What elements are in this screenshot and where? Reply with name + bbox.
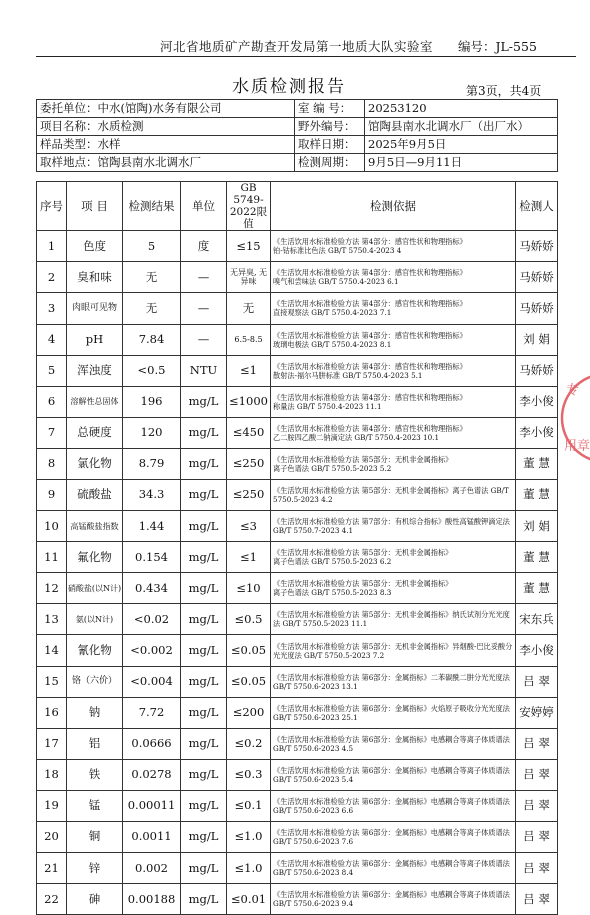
test-item: 氯化物: [67, 448, 123, 479]
table-row: [37, 759, 558, 790]
limit-value: ≤1000: [227, 386, 271, 417]
test-item: 钠: [67, 697, 123, 728]
test-result: <0.5: [123, 355, 181, 386]
limit-value: ≤250: [227, 448, 271, 479]
field-no-label: 野外编号：: [295, 118, 365, 136]
test-item: 铬（六价）: [67, 666, 123, 697]
table-row: [37, 355, 558, 386]
row-number: 15: [37, 666, 67, 697]
table-row: [37, 635, 558, 666]
unit: —: [181, 293, 227, 324]
table-row: [37, 853, 558, 884]
test-result: 196: [123, 386, 181, 417]
seal-stamp: [556, 338, 590, 498]
limit-value: 无: [227, 293, 271, 324]
column-header: GB 5749-2022限值: [227, 182, 271, 231]
table-row: [37, 666, 558, 697]
tester-name: 宋东兵: [516, 604, 558, 635]
test-result: 8.79: [123, 448, 181, 479]
tester-name: 董 慧: [516, 480, 558, 511]
unit: mg/L: [181, 759, 227, 790]
row-number: 17: [37, 728, 67, 759]
table-row: [37, 542, 558, 573]
row-number: 22: [37, 884, 67, 915]
limit-value: ≤250: [227, 480, 271, 511]
test-basis: 《生活饮用水标准检验方法 第4部分：感官性状和物理指标》 铂-钴标准比色法 GB/T 5750.4-2023 4: [271, 231, 516, 262]
test-item: 硫酸盐: [67, 480, 123, 511]
table-row: [37, 604, 558, 635]
test-item: 肉眼可见物: [67, 293, 123, 324]
limit-value: ≤200: [227, 697, 271, 728]
test-basis: 《生活饮用水标准检验方法 第6部分：金属指标》电感耦合等离子体质谱法 GB/T 5750.6-2023 4.5: [271, 728, 516, 759]
test-item: 溶解性总固体: [67, 386, 123, 417]
column-header: 序号: [37, 182, 67, 231]
tester-name: 吕 翠: [516, 790, 558, 821]
unit: mg/L: [181, 386, 227, 417]
unit: mg/L: [181, 448, 227, 479]
test-basis: 《生活饮用水标准检验方法 第6部分：金属指标》电感耦合等离子体质谱法 GB/T 5750.6-2023 7.6: [271, 822, 516, 853]
row-number: 8: [37, 448, 67, 479]
unit: —: [181, 262, 227, 293]
tester-name: 吕 翠: [516, 853, 558, 884]
test-result: 5: [123, 231, 181, 262]
test-basis: 《生活饮用水标准检验方法 第4部分：感官性状和物理指标》 直接观察法 GB/T 5750.4-2023 7.1: [271, 293, 516, 324]
test-result: 无: [123, 262, 181, 293]
limit-value: ≤10: [227, 573, 271, 604]
limit-value: ≤0.05: [227, 635, 271, 666]
limit-value: ≤0.3: [227, 759, 271, 790]
period-label: 检测周期：: [295, 154, 365, 172]
test-result: <0.002: [123, 635, 181, 666]
test-result: <0.004: [123, 666, 181, 697]
column-header: 检测人: [516, 182, 558, 231]
test-basis: 《生活饮用水标准检验方法 第4部分：感官性状和物理指标》 称量法 GB/T 5750.4-2023 11.1: [271, 386, 516, 417]
period-value: 9月5日—9月11日: [365, 154, 558, 172]
test-basis: 《生活饮用水标准检验方法 第4部分：感官性状和物理指标》 嗅气和尝味法 GB/T 5750.4-2023 6.1: [271, 262, 516, 293]
limit-value: ≤1.0: [227, 853, 271, 884]
limit-value: ≤0.01: [227, 884, 271, 915]
test-item: 臭和味: [67, 262, 123, 293]
table-row: [37, 884, 558, 915]
table-row: [37, 324, 558, 355]
test-item: pH: [67, 324, 123, 355]
unit: mg/L: [181, 573, 227, 604]
unit: mg/L: [181, 884, 227, 915]
test-basis: 《生活饮用水标准检验方法 第5部分：无机非金属指标》纳氏试剂分光光度法 GB/T 5750.5-2023 11.1: [271, 604, 516, 635]
sample-info-table: [36, 99, 558, 172]
row-number: 20: [37, 822, 67, 853]
field-no-value: 馆陶县南水北调水厂（出厂水）: [365, 118, 558, 136]
unit: —: [181, 324, 227, 355]
unit: mg/L: [181, 635, 227, 666]
room-no-label: 室 编 号：: [295, 100, 365, 118]
test-basis: 《生活饮用水标准检验方法 第6部分：金属指标》电感耦合等离子体质谱法 GB/T 5750.6-2023 9.4: [271, 884, 516, 915]
row-number: 6: [37, 386, 67, 417]
header-divider: [36, 56, 576, 57]
test-result: 0.00188: [123, 884, 181, 915]
test-item: 氨(以N计): [67, 604, 123, 635]
test-item: 铝: [67, 728, 123, 759]
test-basis: 《生活饮用水标准检验方法 第6部分：金属指标》火焰原子吸收分光光度法 GB/T 5750.6-2023 25.1: [271, 697, 516, 728]
test-result: 0.434: [123, 573, 181, 604]
report-number: 编号：JL-555: [458, 39, 537, 54]
unit: mg/L: [181, 480, 227, 511]
table-row: [37, 822, 558, 853]
unit: mg/L: [181, 511, 227, 542]
client-field: 委托单位：中水(馆陶)水务有限公司: [37, 100, 295, 118]
test-basis: 《生活饮用水标准检验方法 第6部分：金属指标》电感耦合等离子体质谱法 GB/T 5750.6-2023 5.4: [271, 759, 516, 790]
test-item: 锌: [67, 853, 123, 884]
unit: mg/L: [181, 790, 227, 821]
tester-name: 马娇娇: [516, 262, 558, 293]
test-result: 0.00011: [123, 790, 181, 821]
tester-name: 吕 翠: [516, 884, 558, 915]
tester-name: 刘 娟: [516, 511, 558, 542]
limit-value: ≤1.0: [227, 822, 271, 853]
row-number: 10: [37, 511, 67, 542]
project-field: 项目名称：水质检测: [37, 118, 295, 136]
test-item: 铜: [67, 822, 123, 853]
test-result: 120: [123, 417, 181, 448]
test-basis: 《生活饮用水标准检验方法 第4部分：感官性状和物理指标》 乙二胺四乙酸二钠滴定法 GB/T 5750.4-2023 10.1: [271, 417, 516, 448]
limit-value: ≤15: [227, 231, 271, 262]
results-header-row: [37, 182, 558, 231]
table-row: [37, 293, 558, 324]
test-basis: 《生活饮用水标准检验方法 第5部分：无机非金属指标》离子色谱法 GB/T 5750.5-2023 4.2: [271, 480, 516, 511]
limit-value: ≤1: [227, 542, 271, 573]
tester-name: 马娇娇: [516, 231, 558, 262]
limit-value: ≤0.05: [227, 666, 271, 697]
page-number: 第3页，共4页: [466, 84, 542, 98]
tester-name: 吕 翠: [516, 759, 558, 790]
test-result: 无: [123, 293, 181, 324]
table-row: [37, 697, 558, 728]
tester-name: 刘 娟: [516, 324, 558, 355]
svg-text:专: 专: [566, 383, 580, 398]
room-no-value: 20253120: [365, 100, 558, 118]
test-item: 铁: [67, 759, 123, 790]
test-result: 0.154: [123, 542, 181, 573]
table-row: [37, 511, 558, 542]
test-basis: 《生活饮用水标准检验方法 第4部分：感官性状和物理指标》 散射法-福尔马肼标准 GB/T 5750.4-2023 5.1: [271, 355, 516, 386]
test-item: 浑浊度: [67, 355, 123, 386]
test-item: 色度: [67, 231, 123, 262]
test-item: 氰化物: [67, 635, 123, 666]
row-number: 18: [37, 759, 67, 790]
unit: mg/L: [181, 822, 227, 853]
row-number: 14: [37, 635, 67, 666]
report-title: 水质检测报告: [232, 77, 346, 97]
unit: mg/L: [181, 697, 227, 728]
row-number: 19: [37, 790, 67, 821]
sample-date-value: 2025年9月5日: [365, 136, 558, 154]
sample-date-label: 取样日期：: [295, 136, 365, 154]
limit-value: ≤450: [227, 417, 271, 448]
row-number: 16: [37, 697, 67, 728]
test-result: 0.002: [123, 853, 181, 884]
limit-value: ≤0.2: [227, 728, 271, 759]
tester-name: 董 慧: [516, 448, 558, 479]
row-number: 1: [37, 231, 67, 262]
row-number: 7: [37, 417, 67, 448]
test-item: 氟化物: [67, 542, 123, 573]
table-row: [37, 262, 558, 293]
test-item: 高锰酸盐指数: [67, 511, 123, 542]
results-table: [36, 181, 558, 915]
test-basis: 《生活饮用水标准检验方法 第4部分：感官性状和物理指标》 玻璃电极法 GB/T 5750.4-2023 8.1: [271, 324, 516, 355]
unit: mg/L: [181, 666, 227, 697]
test-basis: 《生活饮用水标准检验方法 第5部分：无机非金属指标》 离子色谱法 GB/T 5750.5-2023 5.2: [271, 448, 516, 479]
tester-name: 吕 翠: [516, 822, 558, 853]
limit-value: 无异臭, 无异味: [227, 262, 271, 293]
test-item: 总硬度: [67, 417, 123, 448]
sample-type-field: 样品类型：水样: [37, 136, 295, 154]
table-row: [37, 386, 558, 417]
test-result: 7.84: [123, 324, 181, 355]
limit-value: 6.5-8.5: [227, 324, 271, 355]
row-number: 21: [37, 853, 67, 884]
test-result: 0.0666: [123, 728, 181, 759]
limit-value: ≤0.1: [227, 790, 271, 821]
test-result: 7.72: [123, 697, 181, 728]
table-row: [37, 790, 558, 821]
location-field: 取样地点：馆陶县南水北调水厂: [37, 154, 295, 172]
unit: mg/L: [181, 853, 227, 884]
row-number: 2: [37, 262, 67, 293]
test-basis: 《生活饮用水标准检验方法 第5部分：无机非金属指标》 离子色谱法 GB/T 5750.5-2023 6.2: [271, 542, 516, 573]
test-basis: 《生活饮用水标准检验方法 第6部分：金属指标》电感耦合等离子体质谱法 GB/T 5750.6-2023 8.4: [271, 853, 516, 884]
test-result: 0.0278: [123, 759, 181, 790]
tester-name: 吕 翠: [516, 728, 558, 759]
tester-name: 董 慧: [516, 573, 558, 604]
test-result: 1.44: [123, 511, 181, 542]
test-item: 砷: [67, 884, 123, 915]
table-row: [37, 448, 558, 479]
row-number: 9: [37, 480, 67, 511]
test-basis: 《生活饮用水标准检验方法 第5部分：无机非金属指标》异烟酸-巴比妥酸分光光度法 GB/T 5750.5-2023 7.2: [271, 635, 516, 666]
test-result: 0.0011: [123, 822, 181, 853]
table-row: [37, 480, 558, 511]
tester-name: 马娇娇: [516, 355, 558, 386]
tester-name: 李小俊: [516, 417, 558, 448]
tester-name: 李小俊: [516, 386, 558, 417]
tester-name: 董 慧: [516, 542, 558, 573]
test-item: 锰: [67, 790, 123, 821]
tester-name: 李小俊: [516, 635, 558, 666]
row-number: 11: [37, 542, 67, 573]
test-result: <0.02: [123, 604, 181, 635]
test-result: 34.3: [123, 480, 181, 511]
row-number: 3: [37, 293, 67, 324]
unit: NTU: [181, 355, 227, 386]
test-basis: 《生活饮用水标准检验方法 第6部分：金属指标》二苯碳酰二肼分光光度法 GB/T 5750.6-2023 13.1: [271, 666, 516, 697]
unit: mg/L: [181, 542, 227, 573]
table-row: [37, 728, 558, 759]
column-header: 单位: [181, 182, 227, 231]
svg-text:用章: 用章: [564, 439, 590, 454]
unit: mg/L: [181, 728, 227, 759]
table-row: [37, 417, 558, 448]
unit: mg/L: [181, 604, 227, 635]
test-item: 硝酸盐(以N计): [67, 573, 123, 604]
test-basis: 《生活饮用水标准检验方法 第5部分：无机非金属指标》 离子色谱法 GB/T 5750.5-2023 8.3: [271, 573, 516, 604]
table-row: [37, 231, 558, 262]
column-header: 检测结果: [123, 182, 181, 231]
row-number: 5: [37, 355, 67, 386]
limit-value: ≤0.5: [227, 604, 271, 635]
unit: mg/L: [181, 417, 227, 448]
test-basis: 《生活饮用水标准检验方法 第7部分：有机综合指标》酸性高锰酸钾滴定法 GB/T 5750.7-2023 4.1: [271, 511, 516, 542]
table-row: [37, 573, 558, 604]
row-number: 4: [37, 324, 67, 355]
limit-value: ≤3: [227, 511, 271, 542]
tester-name: 马娇娇: [516, 293, 558, 324]
unit: 度: [181, 231, 227, 262]
tester-name: 安婷婷: [516, 697, 558, 728]
limit-value: ≤1: [227, 355, 271, 386]
column-header: 项 目: [67, 182, 123, 231]
column-header: 检测依据: [271, 182, 516, 231]
test-basis: 《生活饮用水标准检验方法 第6部分：金属指标》电感耦合等离子体质谱法 GB/T 5750.6-2023 6.6: [271, 790, 516, 821]
header-organization: 河北省地质矿产勘查开发局第一地质大队实验室: [160, 39, 434, 54]
tester-name: 吕 翠: [516, 666, 558, 697]
row-number: 12: [37, 573, 67, 604]
row-number: 13: [37, 604, 67, 635]
